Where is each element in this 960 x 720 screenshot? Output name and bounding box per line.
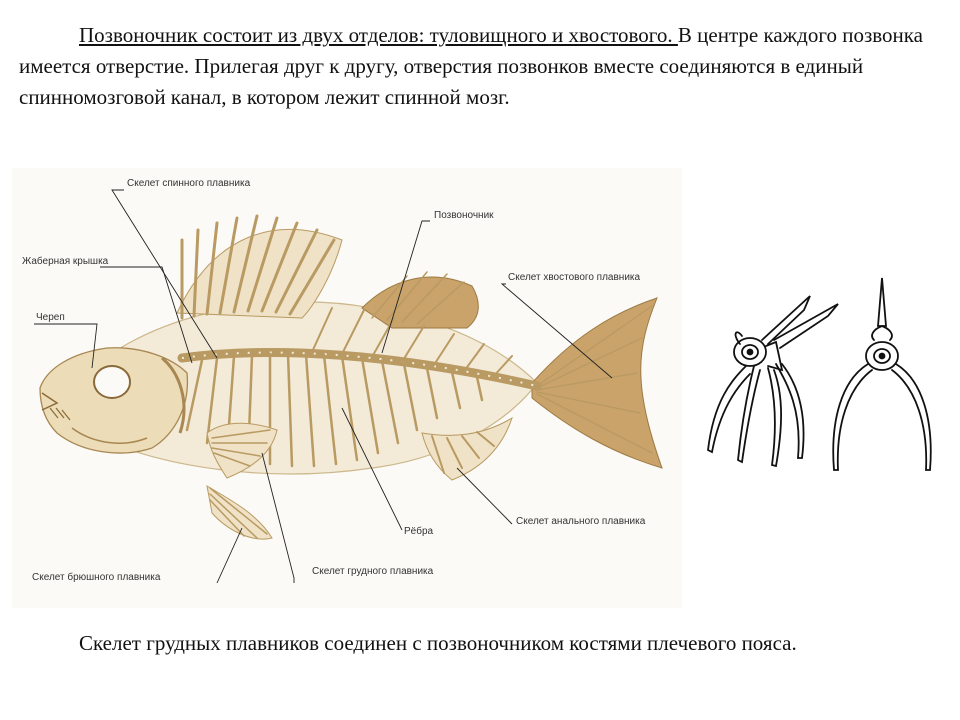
label-ribs: Рёбра — [404, 526, 434, 537]
outro-text: Скелет грудных плавников соединен с позвоночником костями плечевого пояса. — [79, 631, 797, 655]
label-spine: Позвоночник — [434, 210, 494, 221]
intro-text: В центре каждого позвонка имеется отверстие. Прилегая друг к другу, отверстия позвонков вместе соединяются в единый спинномозговой канал, в котором лежит спинной мозг. — [19, 23, 923, 109]
fish-skeleton-figure — [12, 168, 682, 608]
label-gill-cover: Жаберная крышка — [22, 256, 109, 267]
vertebra-oblique — [708, 296, 838, 466]
outro-paragraph — [19, 628, 944, 659]
eye-socket — [94, 366, 130, 398]
vertebra-frontal — [833, 278, 931, 470]
label-dorsal-fin: Скелет спинного плавника — [127, 178, 251, 189]
label-pelvic-fin: Скелет брюшного плавника — [32, 572, 161, 583]
label-anal-fin: Скелет анального плавника — [516, 516, 646, 527]
label-caudal-fin: Скелет хвостового плавника — [508, 272, 641, 283]
intro-paragraph — [19, 20, 944, 113]
intro-underlined-text: Позвоночник состоит из двух отделов: туловищного и хвостового. — [79, 23, 678, 47]
label-pectoral-fin: Скелет грудного плавника — [312, 566, 434, 577]
label-skull: Череп — [36, 312, 65, 323]
vertebra-drawings — [692, 270, 942, 475]
skull — [40, 348, 187, 453]
